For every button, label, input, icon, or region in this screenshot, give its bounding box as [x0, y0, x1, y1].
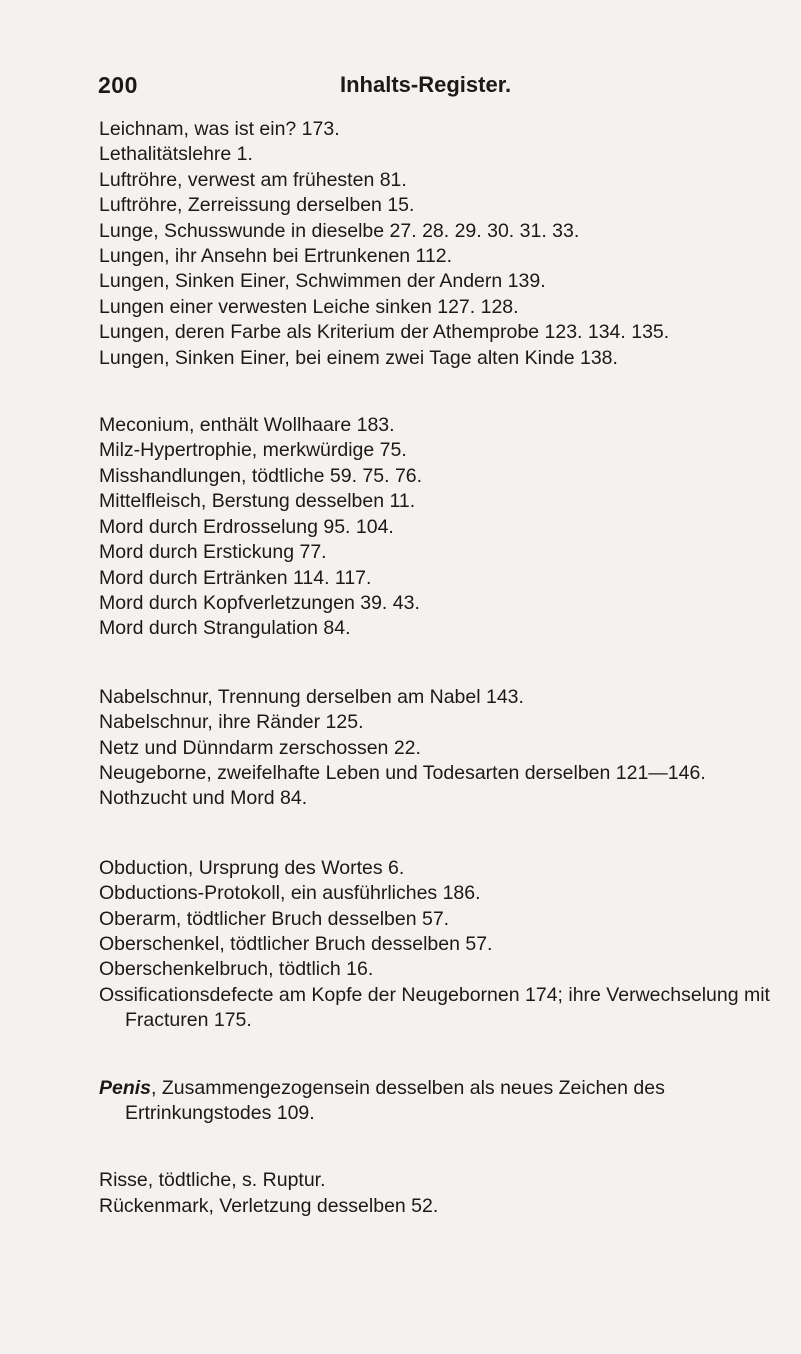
index-lemma: Penis	[99, 1076, 152, 1099]
index-entry-text: , Zusammengezogensein desselben als neues Zeichen des Ertrinkungstodes 109.	[125, 1076, 665, 1124]
index-entry: Oberschenkel, tödtlicher Bruch desselben 57.	[99, 932, 493, 955]
index-entry: Nothzucht und Mord 84.	[99, 787, 308, 810]
index-entries	[99, 117, 779, 1261]
index-entry: Nabelschnur, Trennung derselben am Nabel 143.	[99, 685, 524, 708]
index-entry: Mord durch Erstickung 77.	[99, 541, 327, 564]
index-entry: Milz-Hypertrophie, merkwürdige 75.	[99, 439, 407, 462]
index-entry: Oberschenkelbruch, tödtlich 16.	[99, 958, 374, 981]
index-entry: Netz und Dünndarm zerschossen 22.	[99, 736, 421, 759]
index-entry: Obduction, Ursprung des Wortes 6.	[99, 856, 405, 879]
index-entry: Lunge, Schusswunde in dieselbe 27. 28. 29. 30. 31. 33.	[99, 219, 580, 242]
index-group-l	[99, 117, 779, 371]
index-entry: Mittelfleisch, Berstung desselben 11.	[99, 490, 416, 513]
index-entry: Misshandlungen, tödtliche 59. 75. 76.	[99, 464, 423, 487]
page-number: 200	[98, 72, 138, 98]
index-entry: Mord durch Kopfverletzungen 39. 43.	[99, 591, 420, 614]
index-group-p	[99, 1076, 779, 1127]
index-entry: Lungen, ihr Ansehn bei Ertrunkenen 112.	[99, 245, 453, 268]
index-group-m	[99, 413, 779, 642]
index-entry: Mord durch Strangulation 84.	[99, 617, 351, 640]
index-entry: Lungen, Sinken Einer, Schwimmen der Andern 139.	[99, 270, 546, 293]
index-entry: Mord durch Erdrosselung 95. 104.	[99, 515, 394, 538]
page-header	[0, 72, 801, 102]
index-entry: Rückenmark, Verletzung desselben 52.	[99, 1194, 439, 1217]
index-entry: Lethalitätslehre 1.	[99, 143, 253, 166]
index-entry: Nabelschnur, ihre Ränder 125.	[99, 711, 364, 734]
index-group-r	[99, 1168, 779, 1219]
index-entry: Meconium, enthält Wollhaare 183.	[99, 414, 395, 437]
index-entry: Mord durch Ertränken 114. 117.	[99, 566, 372, 589]
index-entry: Neugeborne, zweifelhafte Leben und Todesarten derselben 121—146.	[99, 761, 706, 784]
index-entry: Obductions-Protokoll, ein ausführliches 186.	[99, 882, 481, 905]
index-entry: Lungen einer verwesten Leiche sinken 127. 128.	[99, 295, 519, 318]
index-entry: Leichnam, was ist ein? 173.	[99, 118, 340, 140]
index-entry	[99, 1076, 779, 1127]
index-entry: Ossificationsdefecte am Kopfe der Neugebornen 174; ihre Verwechselung mit Fracturen 175.	[99, 983, 770, 1032]
index-entry: Oberarm, tödtlicher Bruch desselben 57.	[99, 907, 450, 930]
index-entry: Luftröhre, verwest am frühesten 81.	[99, 168, 407, 191]
index-group-n	[99, 685, 779, 812]
index-entry: Luftröhre, Zerreissung derselben 15.	[99, 194, 415, 217]
index-entry: Risse, tödtliche, s. Ruptur.	[99, 1169, 326, 1192]
running-title: Inhalts-Register.	[340, 72, 512, 97]
index-entry: Lungen, deren Farbe als Kriterium der Athemprobe 123. 134. 135.	[99, 321, 670, 344]
index-group-o	[99, 856, 779, 1034]
index-entry: Lungen, Sinken Einer, bei einem zwei Tage alten Kinde 138.	[99, 346, 618, 369]
